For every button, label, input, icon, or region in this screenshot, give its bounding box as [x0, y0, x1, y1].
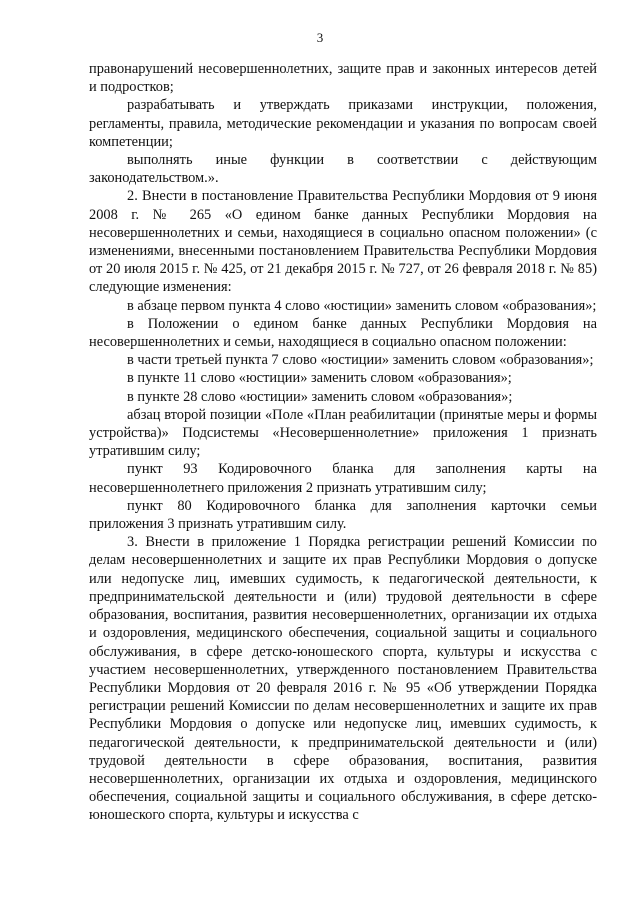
document-body	[89, 60, 597, 825]
paragraph: 2. Внести в постановление Правительства Республики Мордовия от 9 июня 2008 г. № 265 «О едином банке данных Республики Мордовия на несовершеннолетних и семьи, находящиеся в социально опасном положении» (с изменениями, внесенными постановлением Правительства Республики Мордовия от 20 июля 2015 г. № 425, от 21 декабря 2015 г. № 727, от 26 февраля 2018 г. № 85) следующие изменения:	[89, 188, 597, 296]
paragraph: в пункте 28 слово «юстиции» заменить словом «образования»;	[127, 388, 513, 405]
paragraph: разрабатывать и утверждать приказами инструкции, положения, регламенты, правила, методические рекомендации и указания по вопросам своей компетенции;	[89, 97, 597, 150]
paragraph: выполнять иные функции в соответствии с действующим законодательством.».	[89, 152, 597, 187]
paragraph: пункт 80 Кодировочного бланка для заполнения карточки семьи приложения 3 признать утратившим силу.	[89, 497, 597, 533]
page-number: 3	[316, 30, 324, 45]
paragraph: в Положении о едином банке данных Республики Мордовия на несовершеннолетних и семьи, находящиеся в социально опасном положении:	[89, 315, 597, 351]
paragraph: абзац второй позиции «Поле «План реабилитации (принятые меры и формы устройства)» Подсистемы «Несовершеннолетние» приложения 1 признать утратившим силу;	[89, 406, 597, 460]
paragraph: в части третьей пункта 7 слово «юстиции» заменить словом «образования»;	[127, 352, 594, 369]
paragraph: в пункте 11 слово «юстиции» заменить словом «образования»;	[127, 370, 512, 387]
paragraph: правонарушений несовершеннолетних, защите прав и законных интересов детей и подростков;	[89, 61, 597, 96]
paragraph: пункт 93 Кодировочного бланка для заполнения карты на несовершеннолетнего приложения 2 признать утратившим силу;	[89, 461, 597, 496]
paragraph: в абзаце первом пункта 4 слово «юстиции» заменить словом «образования»;	[127, 297, 597, 314]
paragraph: 3. Внести в приложение 1 Порядка регистрации решений Комиссии по делам несовершеннолетних и защите их прав Республики Мордовия о допуске или недопуске лиц, имевших судимость, к педагогической деятельности, к предпринимательской деятельности и (или) трудовой деятельности в сфере образования, воспитания, развития несовершеннолетних, организации их отдыха и оздоровления, медицинского обеспечения, социальной защиты и социального обслуживания, в сфере детско-юношеского спорта, культуры и искусства с участием несовершеннолетних, утвержденного постановлением Правительства Республики Мордовия от 20 февраля 2016 г. № 95 «Об утверждении Порядка регистрации решений Комиссии по делам несовершеннолетних и защите их прав Республики Мордовия о допуске или недопуске лиц, имевших судимость, к педагогической деятельности, к предпринимательской деятельности и (или) трудовой деятельности в сфере образования, воспитания, развития несовершеннолетних, организации их отдыха и оздоровления, медицинского обеспечения, социальной защиты и социального обслуживания, в сфере детско-юношеского спорта, культуры и искусства с	[89, 534, 597, 824]
